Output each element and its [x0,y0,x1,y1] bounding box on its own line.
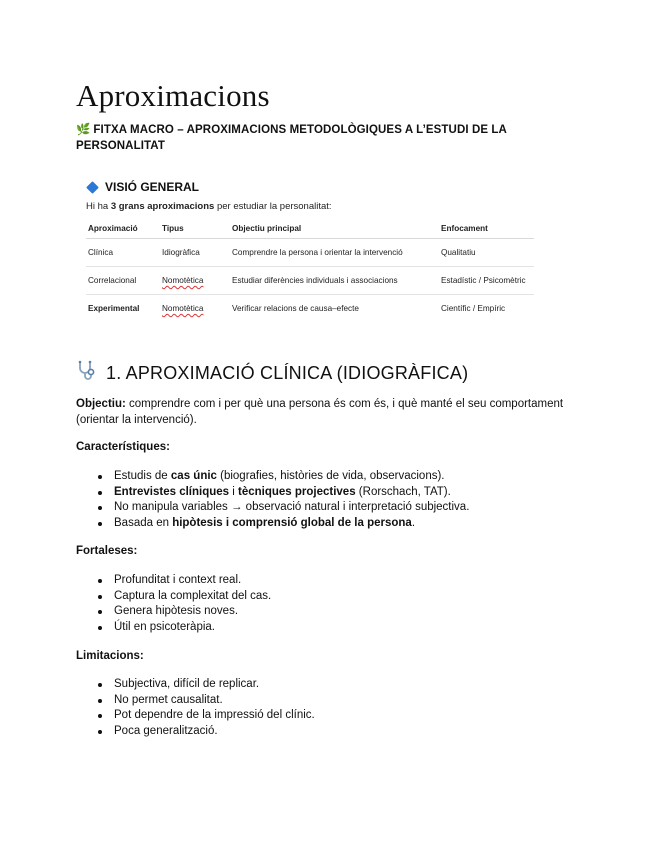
list-item: Pot dependre de la impressió del clínic. [76,708,576,724]
table-cell: Estudiar diferències individuals i associacions [230,267,439,295]
strengths-heading: Fortaleses: [76,545,138,557]
table-cell: Verificar relacions de causa–efecte [232,304,359,313]
table-cell: Científic / Empíric [441,304,506,313]
section-heading: 1. APROXIMACIÓ CLÍNICA (IDIOGRÀFICA) [76,360,468,387]
list-item: Útil en psicoteràpia. [76,620,576,636]
page-title: Aproximacions [76,78,270,113]
column-header: Tipus [160,218,230,239]
limitations-heading: Limitacions: [76,650,144,662]
table-cell: Nomotètica [162,304,204,313]
table-row [86,267,534,295]
table-cell: Idiogràfica [160,239,230,267]
list-item: Entrevistes clíniques i tècniques projectives (Rorschach, TAT). [76,485,576,501]
strengths-list [76,573,576,636]
objective-paragraph: Objectiu: comprendre com i per què una persona és com és, i què manté el seu comportament (orientar la intervenció). [76,398,564,426]
table-cell: Nomotètica [160,267,230,295]
column-header: Aproximació [86,218,160,239]
blue-diamond-icon [86,181,99,194]
list-item: Estudis de cas únic (biografies, històries de vida, observacions). [76,469,576,485]
table-cell: Comprendre la persona i orientar la intervenció [230,239,439,267]
list-item: Captura la complexitat del cas. [76,589,576,605]
list-item: Basada en hipòtesis i comprensió global de la persona. [76,516,576,532]
list-item: Genera hipòtesis noves. [76,604,576,620]
list-item: Profunditat i context real. [76,573,576,589]
column-header: Objectiu principal [230,218,439,239]
document-subtitle: 🌿 FITXA MACRO – APROXIMACIONS METODOLÒGIQUES A L’ESTUDI DE LA PERSONALITAT [76,124,507,152]
table-cell: Estadístic / Psicomètric [439,267,534,295]
list-item: Poca generalització. [76,724,576,740]
characteristics-list [76,469,576,532]
limitations-list [76,677,576,740]
list-item: No permet causalitat. [76,693,576,709]
table-header-row [86,218,534,239]
stethoscope-icon [76,360,98,387]
overview-table [86,218,534,322]
list-item: Subjectiva, difícil de replicar. [76,677,576,693]
table-row [86,239,534,267]
table-cell: Clínica [86,239,160,267]
list-item: No manipula variables → observació natural i interpretació subjectiva. [76,500,576,516]
characteristics-heading: Característiques: [76,441,170,453]
table-cell: Correlacional [86,267,160,295]
table-cell: Experimental [88,304,140,313]
overview-image [86,180,536,322]
overview-intro: Hi ha 3 grans aproximacions per estudiar la personalitat: [86,201,332,212]
table-row [86,295,534,323]
table-cell: Qualitatiu [439,239,534,267]
column-header: Enfocament [439,218,534,239]
leaf-icon: 🌿 [76,124,91,136]
overview-heading: VISIÓ GENERAL [86,180,536,194]
